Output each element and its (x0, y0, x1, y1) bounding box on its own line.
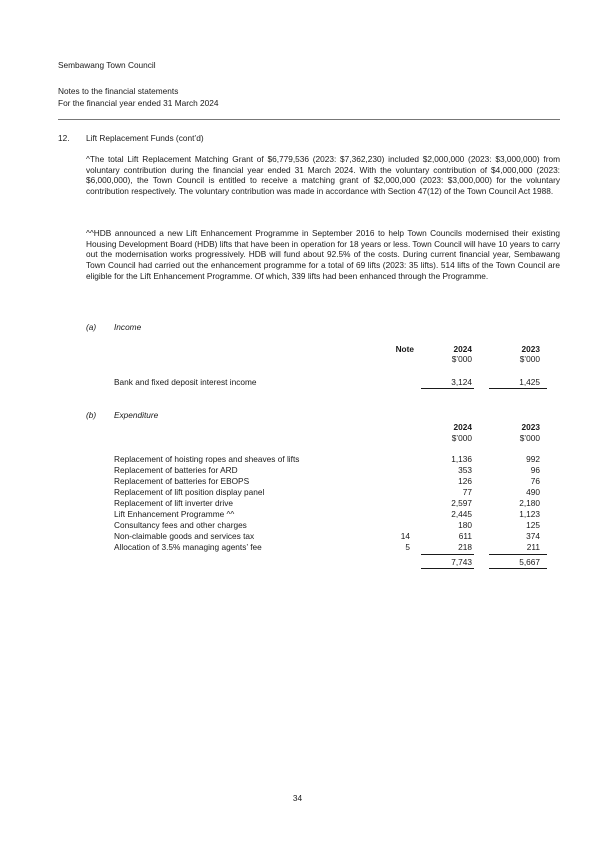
expenditure-row-label: Non-claimable goods and services tax (114, 531, 255, 541)
income-underline-2023 (489, 388, 547, 389)
expenditure-row-2023: 2,180 (519, 498, 540, 508)
total-row (0, 557, 595, 567)
subtotal-rule-2024 (421, 554, 474, 555)
expenditure-row-label: Allocation of 3.5% managing agents’ fee (114, 542, 262, 552)
table-row (0, 509, 595, 519)
income-row-2024: 3,124 (451, 377, 472, 387)
expenditure-row-2024: 353 (458, 465, 472, 475)
subtotal-rule-2023 (489, 554, 547, 555)
expenditure-row-2023: 211 (526, 542, 540, 552)
note-column-header: Note (395, 344, 414, 354)
income-underline-2024 (421, 388, 474, 389)
table-row (0, 498, 595, 508)
expenditure-col-2023: 2023 (521, 422, 540, 432)
paragraph-lift-enhancement: ^^HDB announced a new Lift Enhancement Programme in September 2016 to help Town Councils modernised their existing Housing Development Board (HDB) lifts that have been in operation for 18 years or less. Town Council will have 10 years to carry out the modernisation works progressively. HDB will fund about 92.5% of the costs. During current financial year, Sembawang Town Council had carried out the enhancement programme for a total of 69 lifts (2023: 35 lifts). 514 lifts of the Town Council are eligible for the Lift Enhancement Programme. Of which, 339 lifts had been enhanced through the Programme. (86, 228, 560, 281)
table-row (0, 531, 595, 541)
table-row (0, 542, 595, 552)
income-marker: (a) (86, 322, 97, 332)
page-number: 34 (292, 793, 303, 803)
expenditure-title: Expenditure (114, 410, 159, 420)
income-title: Income (114, 322, 142, 332)
expenditure-row-label: Replacement of lift inverter drive (114, 498, 233, 508)
income-row (0, 377, 595, 387)
expenditure-row-label: Consultancy fees and other charges (114, 520, 247, 530)
expenditure-row-2023: 490 (526, 487, 540, 497)
total-underline-2023 (489, 568, 547, 569)
period-label: For the financial year ended 31 March 2024 (58, 98, 219, 108)
expenditure-row-label: Replacement of batteries for ARD (114, 465, 238, 475)
table-row (0, 476, 595, 486)
table-row (0, 454, 595, 464)
expenditure-row-2023: 1,123 (519, 509, 540, 519)
expenditure-row-2024: 180 (458, 520, 472, 530)
section-title: Lift Replacement Funds (cont’d) (86, 133, 204, 143)
expenditure-total-2023: 5,667 (519, 557, 540, 567)
total-underline-2024 (421, 568, 474, 569)
income-unit-2023: $’000 (519, 354, 540, 364)
expenditure-row-2023: 76 (530, 476, 540, 486)
header-divider (58, 119, 560, 120)
expenditure-unit-2024: $’000 (451, 433, 472, 443)
expenditure-marker: (b) (86, 410, 97, 420)
notes-title: Notes to the financial statements (58, 86, 179, 96)
expenditure-row-2024: 2,445 (451, 509, 472, 519)
expenditure-row-2023: 374 (526, 531, 540, 541)
expenditure-row-label: Replacement of lift position display panel (114, 487, 265, 497)
expenditure-row-2023: 125 (526, 520, 540, 530)
income-col-2024: 2024 (453, 344, 472, 354)
expenditure-row-note: 14 (400, 531, 410, 541)
expenditure-row-2024: 2,597 (451, 498, 472, 508)
income-col-2023: 2023 (521, 344, 540, 354)
expenditure-row-label: Replacement of batteries for EBOPS (114, 476, 250, 486)
section-number: 12. (58, 133, 70, 143)
expenditure-row-2024: 218 (458, 542, 472, 552)
expenditure-col-2024: 2024 (453, 422, 472, 432)
expenditure-row-2023: 992 (526, 454, 540, 464)
income-unit-2024: $’000 (451, 354, 472, 364)
expenditure-row-2024: 1,136 (451, 454, 472, 464)
expenditure-row-note: 5 (405, 542, 410, 552)
expenditure-unit-2023: $’000 (519, 433, 540, 443)
organisation-name: Sembawang Town Council (58, 60, 156, 70)
paragraph-matching-grant: ^The total Lift Replacement Matching Grant of $6,779,536 (2023: $7,362,230) included $2,000,000 (2023: $3,000,000) from voluntary contribution during the financial year ended 31 March 2024. With the voluntary contribution of $4,000,000 (2023: $6,000,000), the Town Council is entitled to receive a matching grant of $2,000,000 (2023: $3,000,000) for the voluntary contribution respectively. The voluntary contribution was made in accordance with Section 47(12) of the Town Council Act 1988. (86, 154, 560, 197)
expenditure-row-label: Lift Enhancement Programme ^^ (114, 509, 235, 519)
table-row (0, 487, 595, 497)
expenditure-total-2024: 7,743 (451, 557, 472, 567)
expenditure-row-label: Replacement of hoisting ropes and sheaves of lifts (114, 454, 300, 464)
expenditure-row-2024: 611 (458, 531, 472, 541)
income-row-2023: 1,425 (519, 377, 540, 387)
expenditure-row-2024: 77 (462, 487, 472, 497)
table-row (0, 520, 595, 530)
expenditure-row-2024: 126 (458, 476, 472, 486)
expenditure-row-2023: 96 (530, 465, 540, 475)
income-row-label: Bank and fixed deposit interest income (114, 377, 257, 387)
table-row (0, 465, 595, 475)
